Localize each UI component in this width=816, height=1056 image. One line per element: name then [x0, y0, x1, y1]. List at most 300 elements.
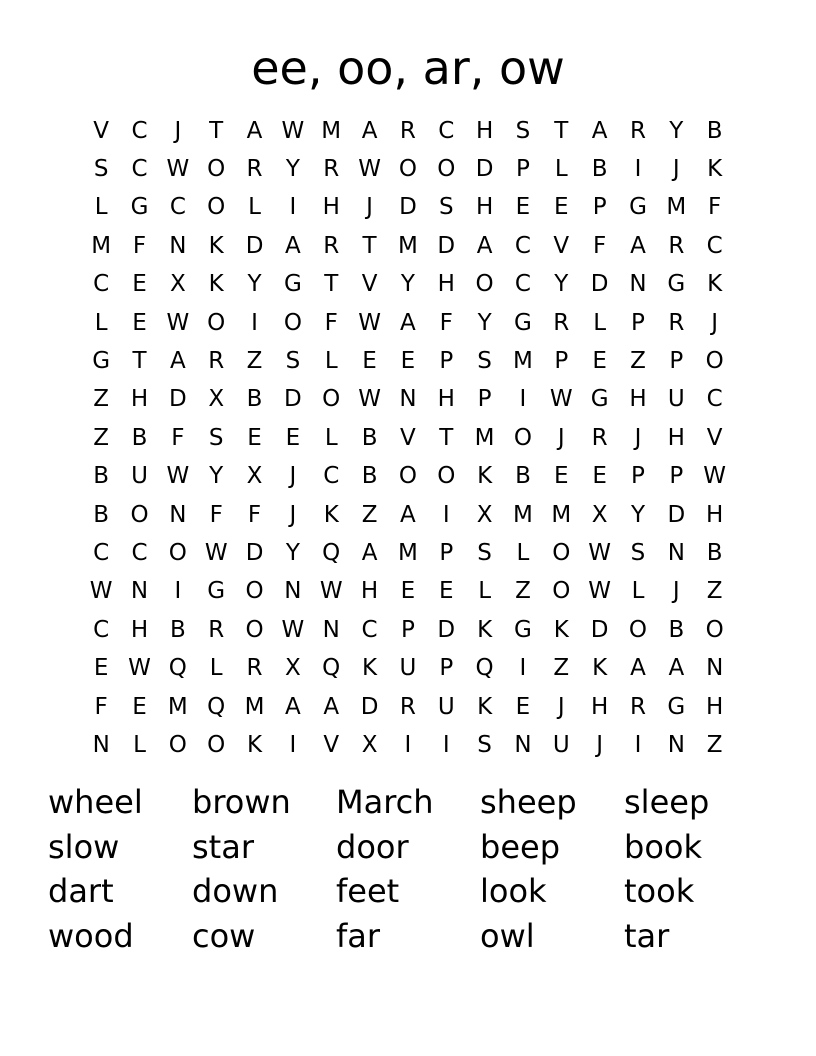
grid-letter: O [207, 194, 226, 221]
grid-letter: E [400, 578, 416, 605]
grid-letter: G [514, 309, 532, 336]
grid-letter: P [669, 348, 684, 375]
grid-letter: Y [669, 117, 684, 144]
grid-letter: B [668, 616, 685, 643]
grid-letter: L [94, 194, 108, 221]
grid-letter: W [281, 616, 305, 643]
grid-letter: D [590, 616, 609, 643]
grid-letter: X [476, 501, 493, 528]
grid-letter: Y [477, 309, 492, 336]
grid-letter: J [289, 463, 297, 490]
grid-letter: O [513, 424, 532, 451]
grid-letter: J [634, 424, 642, 451]
grid-letter: D [437, 616, 456, 643]
grid-letter: C [131, 156, 148, 183]
grid-letter: A [361, 117, 378, 144]
grid-letter: Z [706, 731, 723, 758]
grid-letter: H [322, 194, 340, 221]
grid-letter: O [552, 539, 571, 566]
word-list-item: far [336, 917, 381, 956]
grid-letter: O [207, 309, 226, 336]
grid-letter: W [319, 578, 343, 605]
grid-letter: A [400, 501, 416, 528]
grid-letter: F [94, 693, 108, 720]
grid-letter: P [439, 655, 454, 682]
grid-letter: N [284, 578, 302, 605]
grid-letter: D [360, 693, 379, 720]
grid-letter: U [131, 463, 148, 490]
grid-letter: S [477, 731, 492, 758]
grid-letter: C [514, 232, 531, 259]
grid-letter: M [167, 693, 188, 720]
grid-letter: O [475, 271, 494, 298]
word-list-item: beep [480, 827, 560, 866]
grid-letter: D [437, 232, 456, 259]
grid-letter: X [285, 655, 301, 682]
grid-letter: D [590, 271, 609, 298]
grid-letter: W [281, 117, 305, 144]
grid-letter: I [251, 309, 258, 336]
grid-letter: Q [322, 539, 341, 566]
grid-letter: Y [285, 156, 300, 183]
grid-letter: F [209, 501, 223, 528]
grid-letter: H [130, 616, 149, 643]
grid-letter: O [552, 578, 571, 605]
grid-letter: E [438, 578, 454, 605]
grid-letter: U [552, 731, 570, 758]
grid-letter: I [519, 386, 527, 413]
grid-letter: E [554, 194, 569, 221]
grid-letter: H [590, 693, 609, 720]
grid-letter: A [668, 655, 685, 682]
grid-letter: R [399, 693, 416, 720]
grid-letter: J [289, 501, 297, 528]
grid-letter: F [708, 194, 722, 221]
grid-letter: O [207, 731, 226, 758]
grid-letter: M [321, 117, 342, 144]
grid-letter: A [591, 117, 608, 144]
grid-letter: G [514, 616, 532, 643]
grid-letter: C [169, 194, 186, 221]
grid-letter: X [208, 386, 225, 413]
grid-letter: S [438, 194, 454, 221]
grid-letter: K [707, 156, 723, 183]
grid-letter: M [244, 693, 265, 720]
word-list-item: slow [48, 827, 120, 866]
grid-letter: D [399, 194, 417, 221]
grid-letter: K [707, 271, 723, 298]
grid-letter: E [132, 271, 147, 298]
grid-letter: S [208, 424, 224, 451]
grid-letter: L [593, 309, 607, 336]
grid-letter: D [667, 501, 686, 528]
grid-letter: W [549, 386, 573, 413]
grid-letter: M [474, 424, 495, 451]
grid-letter: R [668, 309, 685, 336]
grid-letter: D [245, 539, 264, 566]
grid-letter: E [400, 348, 416, 375]
grid-letter: H [667, 424, 685, 451]
grid-letter: O [245, 616, 264, 643]
grid-letter: Q [168, 655, 187, 682]
grid-letter: V [706, 424, 723, 451]
grid-letter: N [706, 655, 724, 682]
grid-letter: W [358, 156, 381, 183]
grid-letter: Z [246, 348, 263, 375]
grid-letter: I [442, 501, 450, 528]
grid-letter: J [672, 578, 680, 605]
grid-letter: W [128, 655, 151, 682]
grid-letter: K [477, 693, 493, 720]
grid-letter: I [174, 578, 182, 605]
grid-letter: O [283, 309, 302, 336]
grid-letter: R [629, 693, 646, 720]
grid-letter: R [246, 156, 263, 183]
grid-letter: P [554, 348, 569, 375]
grid-letter: P [400, 616, 415, 643]
grid-letter: E [592, 348, 607, 375]
grid-letter: V [400, 424, 416, 451]
grid-letter: I [519, 655, 527, 682]
word-list-item: down [192, 872, 279, 911]
grid-letter: E [515, 693, 531, 720]
grid-letter: R [591, 424, 608, 451]
grid-letter: Y [400, 271, 415, 298]
grid-letter: L [133, 731, 146, 758]
grid-letter: V [361, 271, 378, 298]
grid-letter: K [362, 655, 378, 682]
word-list-item: tar [624, 917, 670, 956]
grid-letter: T [209, 117, 224, 144]
grid-letter: O [168, 731, 187, 758]
grid-letter: E [93, 655, 109, 682]
grid-letter: I [289, 731, 297, 758]
grid-letter: O [398, 463, 417, 490]
grid-letter: Y [209, 463, 224, 490]
grid-letter: F [247, 501, 262, 528]
grid-letter: O [437, 156, 456, 183]
grid-letter: B [169, 616, 186, 643]
grid-letter: T [132, 348, 147, 375]
grid-letter: H [475, 117, 494, 144]
grid-letter: P [669, 463, 684, 490]
grid-letter: C [93, 271, 110, 298]
grid-letter: Z [706, 578, 723, 605]
grid-letter: R [208, 616, 225, 643]
grid-letter: U [667, 386, 685, 413]
grid-letter: G [283, 271, 302, 298]
grid-letter: P [631, 463, 645, 490]
grid-letter: H [130, 386, 149, 413]
grid-letter: J [366, 194, 373, 221]
word-list-item: wood [48, 917, 134, 956]
page-title: ee, oo, ar, ow [251, 41, 565, 95]
grid-letter: I [634, 156, 642, 183]
grid-letter: N [629, 271, 647, 298]
grid-letter: S [477, 348, 492, 375]
grid-letter: N [399, 386, 417, 413]
grid-letter: H [437, 271, 455, 298]
grid-letter: N [169, 232, 187, 259]
grid-letter: G [629, 194, 647, 221]
grid-letter: T [439, 424, 454, 451]
grid-letter: A [630, 232, 646, 259]
grid-letter: V [93, 117, 110, 144]
grid-letter: Q [207, 693, 226, 720]
grid-letter: K [247, 731, 263, 758]
grid-letter: C [131, 117, 148, 144]
grid-letter: N [514, 731, 532, 758]
grid-letter: O [705, 616, 724, 643]
grid-letter: J [711, 309, 719, 336]
grid-letter: N [667, 731, 685, 758]
grid-letter: Z [515, 578, 531, 605]
word-list-item: sleep [624, 783, 710, 821]
grid-letter: K [208, 271, 224, 298]
grid-letter: M [91, 232, 112, 259]
grid-letter: W [588, 578, 612, 605]
grid-letter: A [630, 655, 646, 682]
grid-letter: P [516, 156, 530, 183]
word-list-item: look [480, 872, 547, 911]
grid-letter: M [513, 501, 533, 528]
word-list-item: took [624, 872, 695, 911]
grid-letter: O [168, 539, 187, 566]
grid-letter: H [706, 501, 724, 528]
grid-letter: H [437, 386, 455, 413]
word-list-item: brown [192, 783, 291, 821]
grid-letter: F [132, 232, 147, 259]
grid-letter: J [174, 117, 182, 144]
word-list-item: sheep [480, 783, 577, 821]
grid-letter: W [703, 463, 727, 490]
grid-letter: D [169, 386, 187, 413]
grid-letter: E [132, 693, 147, 720]
grid-letter: N [130, 578, 149, 605]
grid-letter: T [324, 271, 339, 298]
grid-letter: O [130, 501, 149, 528]
grid-letter: I [404, 731, 412, 758]
grid-letter: R [668, 232, 685, 259]
grid-letter: Z [361, 501, 378, 528]
grid-letter: L [631, 578, 645, 605]
grid-letter: L [478, 578, 492, 605]
grid-letter: O [207, 156, 226, 183]
grid-letter: F [171, 424, 185, 451]
grid-letter: V [323, 731, 340, 758]
grid-letter: B [93, 463, 110, 490]
grid-letter: J [557, 693, 565, 720]
grid-letter: W [89, 578, 113, 605]
grid-letter: S [285, 348, 301, 375]
grid-letter: A [285, 693, 301, 720]
grid-letter: B [361, 424, 378, 451]
letter-grid [82, 112, 734, 765]
grid-letter: L [554, 156, 568, 183]
grid-letter: W [588, 539, 612, 566]
grid-letter: O [398, 156, 417, 183]
grid-letter: I [289, 194, 297, 221]
grid-letter: O [437, 463, 456, 490]
grid-letter: H [706, 693, 724, 720]
grid-letter: M [666, 194, 687, 221]
grid-letter: N [92, 731, 110, 758]
grid-letter: Z [93, 424, 110, 451]
grid-letter: T [362, 232, 377, 259]
grid-letter: W [204, 539, 228, 566]
word-list-item: cow [192, 917, 256, 956]
grid-letter: W [358, 386, 381, 413]
grid-letter: P [631, 309, 645, 336]
grid-letter: L [209, 655, 223, 682]
word-list-item: dart [48, 872, 114, 911]
grid-letter: F [324, 309, 338, 336]
grid-letter: H [360, 578, 379, 605]
grid-letter: L [516, 539, 530, 566]
grid-letter: G [590, 386, 609, 413]
grid-letter: B [361, 463, 378, 490]
grid-letter: J [672, 156, 680, 183]
grid-letter: N [322, 616, 340, 643]
word-list-item: star [192, 827, 254, 866]
grid-letter: E [247, 424, 262, 451]
grid-letter: E [592, 463, 607, 490]
grid-letter: K [477, 463, 493, 490]
grid-letter: R [208, 348, 225, 375]
grid-letter: K [208, 232, 224, 259]
grid-letter: B [131, 424, 148, 451]
grid-letter: A [169, 348, 186, 375]
grid-letter: S [630, 539, 646, 566]
grid-letter: Z [553, 655, 570, 682]
grid-letter: S [477, 539, 492, 566]
grid-letter: C [93, 616, 110, 643]
grid-letter: Q [475, 655, 494, 682]
grid-letter: K [477, 616, 493, 643]
word-list-item: door [336, 827, 409, 866]
word-list-item: book [624, 827, 702, 866]
grid-letter: L [324, 348, 338, 375]
grid-letter: Q [322, 655, 341, 682]
grid-letter: K [592, 655, 608, 682]
grid-letter: X [246, 463, 263, 490]
grid-letter: H [475, 194, 494, 221]
grid-letter: V [553, 232, 570, 259]
grid-letter: X [361, 731, 378, 758]
grid-letter: A [323, 693, 340, 720]
grid-letter: G [667, 271, 686, 298]
grid-letter: Y [630, 501, 646, 528]
word-list-item: wheel [48, 783, 143, 821]
grid-letter: I [442, 731, 450, 758]
grid-letter: H [629, 386, 647, 413]
grid-letter: B [246, 386, 263, 413]
grid-letter: G [207, 578, 226, 605]
grid-letter: J [596, 731, 604, 758]
grid-letter: U [437, 693, 455, 720]
grid-letter: C [93, 539, 110, 566]
grid-letter: E [132, 309, 147, 336]
grid-letter: W [166, 156, 190, 183]
grid-letter: A [476, 232, 493, 259]
grid-letter: P [592, 194, 607, 221]
grid-letter: A [246, 117, 263, 144]
grid-letter: M [397, 539, 418, 566]
grid-letter: E [285, 424, 301, 451]
grid-letter: X [169, 271, 186, 298]
grid-letter: G [130, 194, 149, 221]
grid-letter: N [667, 539, 685, 566]
grid-letter: N [169, 501, 187, 528]
grid-letter: R [553, 309, 570, 336]
grid-letter: C [323, 463, 340, 490]
grid-letter: B [591, 156, 608, 183]
grid-letter: B [93, 501, 110, 528]
grid-letter: J [557, 424, 565, 451]
grid-letter: W [358, 309, 381, 336]
grid-letter: F [593, 232, 607, 259]
grid-letter: K [323, 501, 339, 528]
word-list-item: owl [480, 917, 535, 956]
grid-letter: G [92, 348, 111, 375]
grid-letter: E [515, 194, 531, 221]
grid-letter: R [323, 232, 340, 259]
grid-letter: A [400, 309, 416, 336]
grid-letter: R [629, 117, 646, 144]
grid-letter: O [245, 578, 264, 605]
grid-letter: W [166, 463, 190, 490]
grid-letter: L [248, 194, 261, 221]
grid-letter: I [634, 731, 642, 758]
grid-letter: Z [93, 386, 110, 413]
grid-letter: A [361, 539, 378, 566]
grid-letter: A [285, 232, 301, 259]
grid-letter: E [554, 463, 569, 490]
grid-letter: D [284, 386, 302, 413]
word-list-item: March [336, 783, 434, 821]
grid-letter: B [706, 117, 723, 144]
grid-letter: S [93, 156, 109, 183]
grid-letter: E [362, 348, 377, 375]
grid-letter: Z [630, 348, 646, 375]
grid-letter: G [667, 693, 686, 720]
grid-letter: X [591, 501, 608, 528]
grid-letter: O [628, 616, 648, 643]
grid-letter: P [439, 348, 454, 375]
grid-letter: B [515, 463, 531, 490]
grid-letter: S [515, 117, 531, 144]
grid-letter: C [514, 271, 531, 298]
word-list [48, 780, 768, 959]
grid-letter: U [399, 655, 417, 682]
grid-letter: C [438, 117, 455, 144]
grid-letter: R [399, 117, 416, 144]
grid-letter: R [323, 156, 340, 183]
grid-letter: C [361, 616, 378, 643]
grid-letter: B [706, 539, 723, 566]
grid-letter: F [439, 309, 453, 336]
grid-letter: Y [247, 271, 262, 298]
grid-letter: M [397, 232, 418, 259]
grid-letter: C [706, 232, 723, 259]
grid-letter: M [551, 501, 572, 528]
grid-letter: W [166, 309, 190, 336]
grid-letter: R [246, 655, 263, 682]
grid-letter: D [475, 156, 494, 183]
grid-letter: C [131, 539, 148, 566]
grid-letter: L [94, 309, 108, 336]
grid-letter: T [554, 117, 569, 144]
